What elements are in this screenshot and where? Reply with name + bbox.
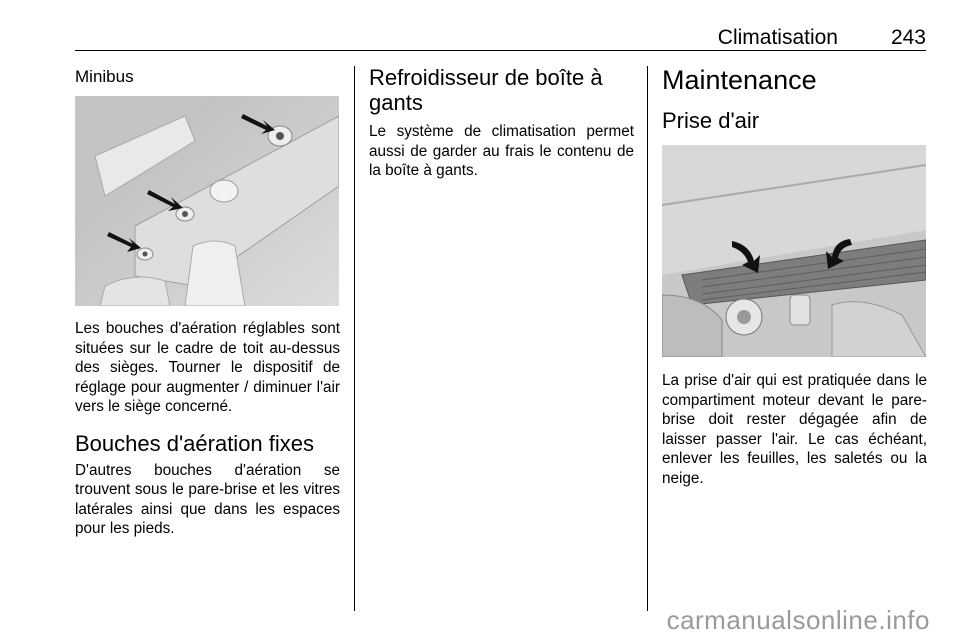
- paragraph-air-intake: La prise d'air qui est pratiquée dans le compartiment moteur devant le pare-brise doit rester dégagée afin de laisser passer l'air. Le cas échéant, enlever les feuilles, les saletés ou la neige.: [662, 372, 927, 487]
- section-heading-minibus: Minibus: [75, 67, 134, 86]
- column-divider-2: [647, 66, 648, 611]
- column-3: [662, 62, 927, 488]
- figure-air-intake: [662, 145, 926, 357]
- column-divider-1: [354, 66, 355, 611]
- figure-roof-vents: [75, 96, 339, 306]
- column-2: [369, 62, 634, 181]
- section-heading-air-intake: Prise d'air: [662, 108, 760, 133]
- section-heading-fixed-vents: Bouches d'aération fixes: [75, 430, 315, 456]
- chapter-title: Climatisation: [717, 26, 838, 49]
- paragraph-glovebox-cooler: Le système de climatisation permet aussi de garder au frais le contenu de la boîte à gants.: [369, 123, 634, 179]
- page-header: [75, 26, 926, 50]
- section-heading-glovebox-cooler: Refroidisseur de boîte à gants: [369, 65, 603, 115]
- section-heading-maintenance: Maintenance: [662, 65, 817, 95]
- column-1: [75, 62, 340, 539]
- paragraph-adjustable-vents: Les bouches d'aération réglables sont situées sur le cadre de toit au-dessus des sièges. Tourner le dispositif de réglage pour augmenter / diminuer l'air vers le siège concerné.: [75, 320, 340, 415]
- paragraph-fixed-vents: D'autres bouches d'aération se trouvent sous le pare-brise et les vitres latérales ainsi que dans les espaces pour les pieds.: [75, 461, 340, 537]
- header-rule: [75, 50, 926, 51]
- footer-watermark: carmanualsonline.info: [666, 605, 930, 635]
- page-number: 243: [890, 26, 926, 49]
